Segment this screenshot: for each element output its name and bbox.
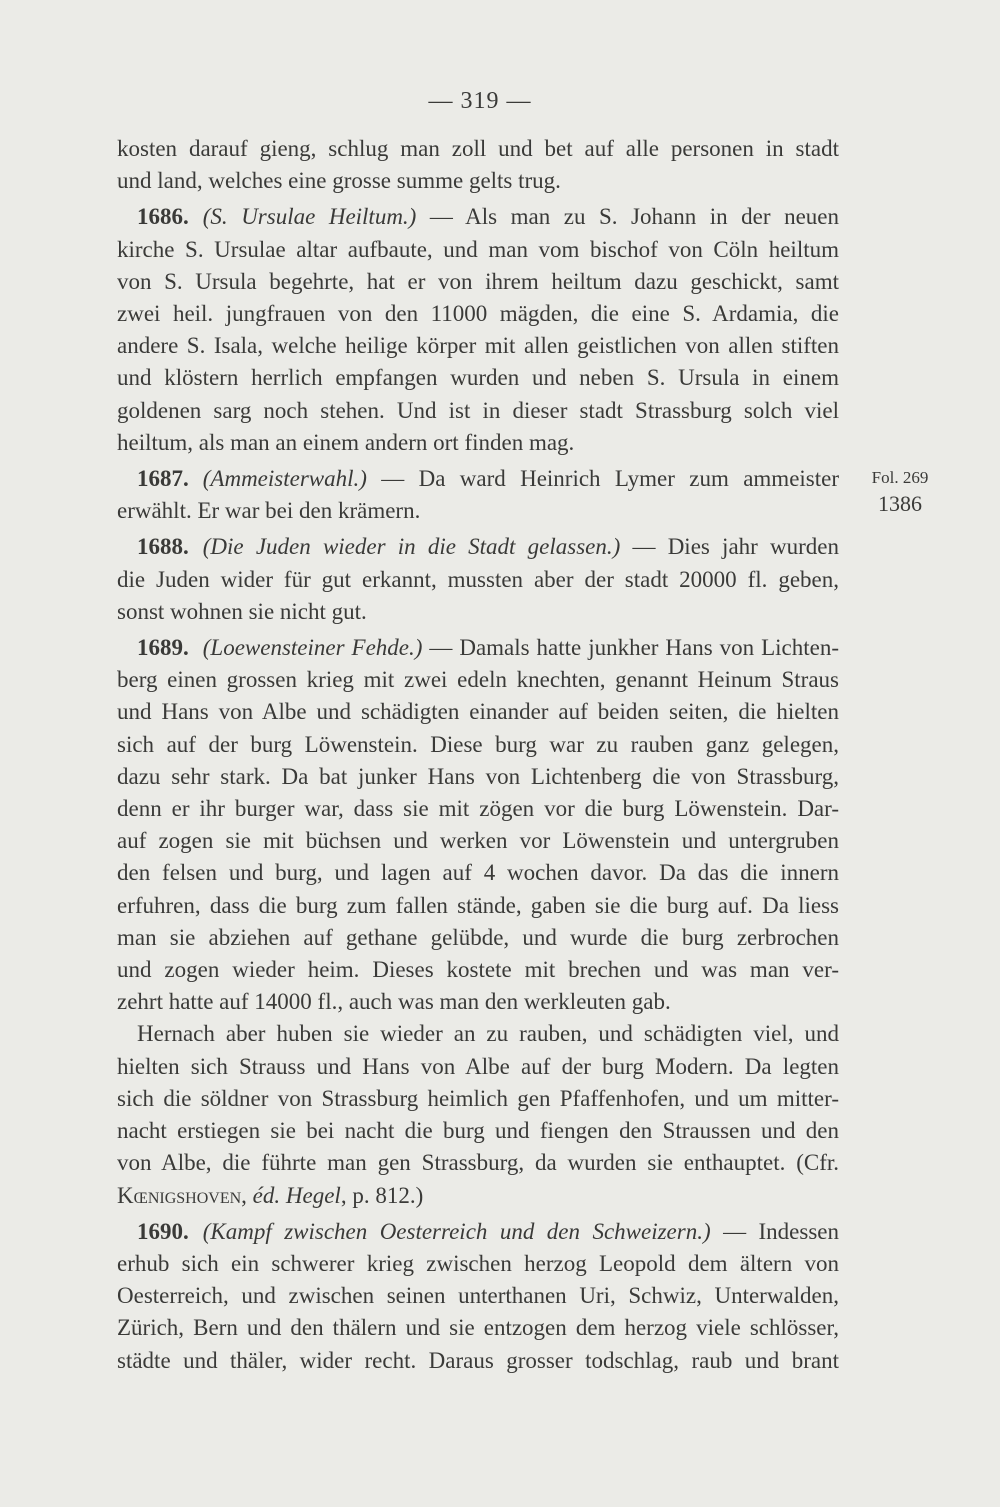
entry-1688-first-line xyxy=(117,531,839,563)
text-line: hielten sich Strauss und Hans von Albe auf der burg Modern. Da legten xyxy=(117,1053,839,1079)
text-line: und klöstern herrlich empfangen wurden und neben S. Ursula in einem xyxy=(117,365,839,391)
reference-author: Kœnigshoven xyxy=(117,1182,242,1208)
text-line: man sie abziehen auf gethane gelübde, und wurde die burg zerbrochen xyxy=(117,924,839,950)
margin-year-note: 1386 xyxy=(878,491,922,516)
entry-text: — Als man zu S. Johann in der neuen xyxy=(429,204,839,230)
text-line: von S. Ursula begehrte, hat er von ihrem heiltum dazu geschickt, samt xyxy=(117,268,839,294)
text-line: andere S. Isala, welche heilige körper mit allen geistlichen von allen stiften xyxy=(117,333,839,359)
text-line: auf zogen sie mit büchsen und werken vor Löwenstein und untergruben xyxy=(117,828,839,854)
entry-text: — Dies jahr wurden xyxy=(632,534,839,560)
text-line: erfuhren, dass die burg zum fallen stände, gaben sie die burg auf. Da liess xyxy=(117,892,839,918)
text-line: berg einen grossen krieg mit zwei edeln knechten, genannt Heinum Straus xyxy=(117,667,839,693)
entry-1686-first-line xyxy=(117,201,839,233)
margin-folio-note: Fol. 269 xyxy=(871,468,929,487)
text-line: kirche S. Ursulae altar aufbaute, und man vom bischof von Cöln heiltum xyxy=(117,236,839,262)
entry-title: (Die Juden wieder in die Stadt gelassen.) xyxy=(202,534,621,560)
entry-1689-first-line xyxy=(117,632,839,664)
entry-text: — Da ward Heinrich Lymer zum ammeister xyxy=(381,466,839,492)
reference-edition: éd. Hegel xyxy=(252,1182,341,1208)
text-line: sonst wohnen sie nicht gut. xyxy=(117,598,367,624)
text-line: denn er ihr burger war, dass sie mit zögen vor die burg Löwenstein. Dar- xyxy=(117,796,839,822)
text-line: zwei heil. jungfrauen von den 11000 mägden, die eine S. Ardamia, die xyxy=(117,301,839,327)
entry-title: (Ammeisterwahl.) xyxy=(202,466,367,492)
text-line: erhub sich ein schwerer krieg zwischen herzog Leopold dem ältern von xyxy=(117,1250,839,1276)
text-line: Oesterreich, und zwischen seinen unterthanen Uri, Schwiz, Unterwalden, xyxy=(117,1283,839,1309)
reference-line: Kœnigshoven, éd. Hegel, p. 812.) xyxy=(117,1182,424,1208)
entry-title: (Kampf zwischen Oesterreich und den Schweizern.) xyxy=(202,1218,711,1244)
entry-year: 1686. xyxy=(137,204,189,230)
text-line: von Albe, die führte man gen Strassburg, da wurden sie enthauptet. (Cfr. xyxy=(117,1150,839,1176)
text-line: erwählt. Er war bei den krämern. xyxy=(117,498,421,524)
page-number: — 319 — xyxy=(428,88,532,114)
entry-1690-first-line xyxy=(117,1216,839,1248)
text-line: und zogen wieder heim. Dieses kostete mit brechen und was man ver- xyxy=(117,957,839,983)
text-line: die Juden wider für gut erkannt, mussten aber der stadt 20000 fl. geben, xyxy=(117,566,839,592)
text-line: zehrt hatte auf 14000 fl., auch was man den werkleuten gab. xyxy=(117,989,671,1015)
text-line: sich die söldner von Strassburg heimlich gen Pfaffenhofen, und um mitter- xyxy=(117,1085,839,1111)
text-line: städte und thäler, wider recht. Daraus grosser todschlag, raub und brant xyxy=(117,1347,839,1373)
text-line: goldenen sarg noch stehen. Und ist in dieser stadt Strassburg solch viel xyxy=(117,397,839,423)
entry-year: 1688. xyxy=(137,534,189,560)
text-line: und Hans von Albe und schädigten einander auf beiden seiten, die hielten xyxy=(117,699,839,725)
text-line: den felsen und burg, und lagen auf 4 wochen davor. Da das die innern xyxy=(117,860,839,886)
text-line: und land, welches eine grosse summe gelts trug. xyxy=(117,168,561,194)
text-line: Zürich, Bern und den thälern und sie entzogen dem herzog viele schlösser, xyxy=(117,1315,839,1341)
text-line: kosten darauf gieng, schlug man zoll und bet auf alle personen in stadt xyxy=(117,136,839,161)
text-line: Hernach aber huben sie wieder an zu rauben, und schädigten viel, und xyxy=(137,1021,839,1047)
text-line: heiltum, als man an einem andern ort finden mag. xyxy=(117,429,575,455)
entry-title: (Loewensteiner Fehde.) xyxy=(202,635,423,661)
entry-1687-first-line xyxy=(117,463,839,495)
text-line: nacht erstiegen sie bei nacht die burg und fiengen den Straussen und den xyxy=(117,1118,839,1144)
text-line: sich auf der burg Löwenstein. Diese burg war zu rauben ganz gelegen, xyxy=(117,731,839,757)
entry-title: (S. Ursulae Heiltum.) xyxy=(202,204,417,230)
main-text xyxy=(117,133,839,1377)
text-line: dazu sehr stark. Da bat junker Hans von Lichtenberg die von Strassburg, xyxy=(117,763,839,789)
entry-year: 1687. xyxy=(137,466,189,492)
entry-text: — Indessen xyxy=(723,1218,839,1244)
entry-text: — Damals hatte junkher Hans von Lichten- xyxy=(429,635,839,661)
entry-year: 1689. xyxy=(137,635,189,661)
entry-year: 1690. xyxy=(137,1218,189,1244)
